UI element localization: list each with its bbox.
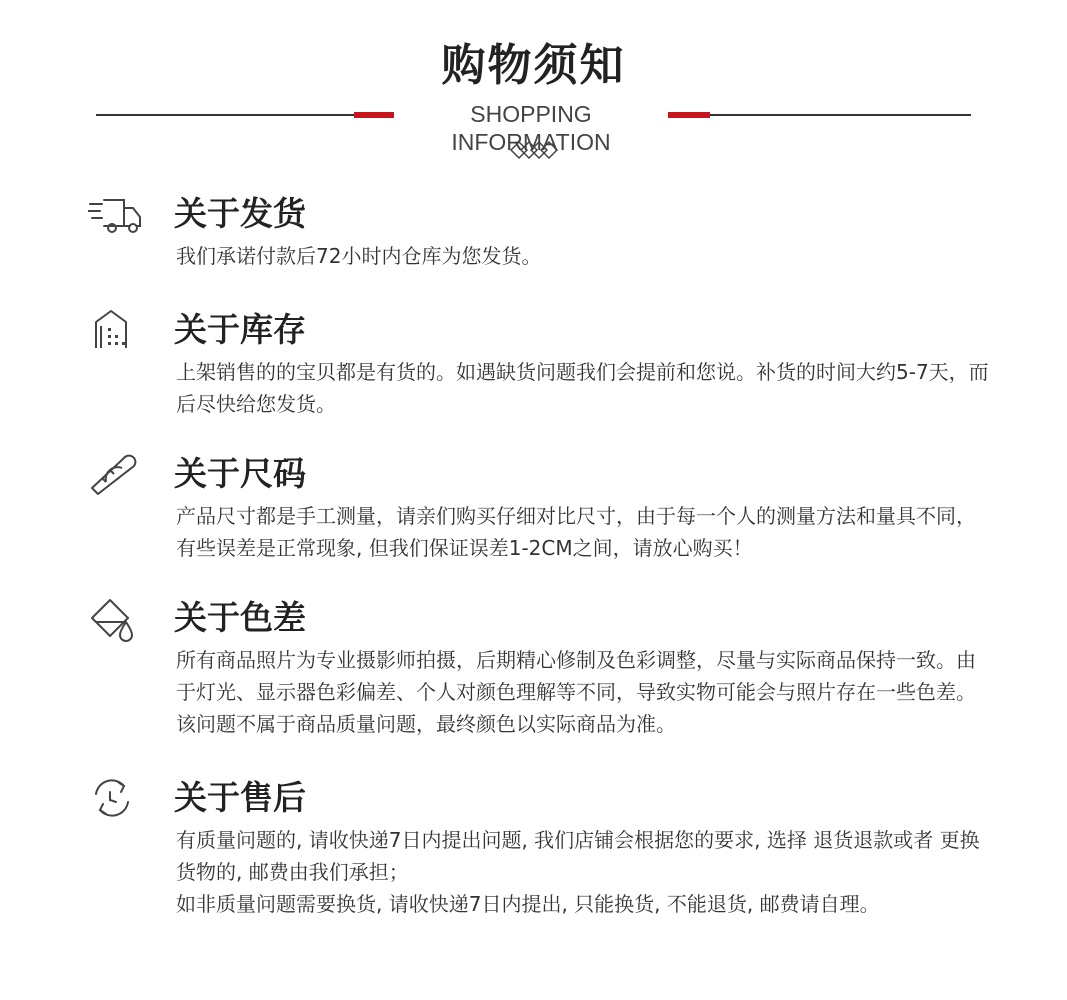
section-size bbox=[0, 452, 1067, 572]
section-color bbox=[0, 596, 1067, 756]
section-stock bbox=[0, 308, 1067, 428]
title-rule-right bbox=[710, 114, 971, 116]
section-title-stock: 关于库存 bbox=[174, 310, 306, 349]
paragraph: 我们承诺付款后72小时内仓库为您发货。 bbox=[176, 244, 542, 268]
paragraph: 产品尺寸都是手工测量，请亲们购买仔细对比尺寸，由于每一个人的测量方法和量具不同，有些误差是正常现象, 但我们保证误差1-2CM之间，请放心购买！ bbox=[176, 504, 976, 560]
refresh-cycle-icon bbox=[88, 776, 146, 822]
section-body-color bbox=[176, 644, 991, 740]
section-body-size bbox=[176, 500, 991, 564]
paragraph: 所有商品照片为专业摄影师拍摄，后期精心修制及色彩调整，尽量与实际商品保持一致。由于灯光、显示器色彩偏差、个人对颜色理解等不同，导致实物可能会与照片存在一些色差。该问题不属于商品质量问题，最终颜色以实际商品为准。 bbox=[176, 648, 976, 736]
paragraph: 如非质量问题需要换货, 请收快递7日内提出, 只能换货, 不能退货, 邮费请自理。 bbox=[176, 892, 880, 916]
section-title-after-sales: 关于售后 bbox=[174, 778, 306, 817]
paragraph: 有质量问题的, 请收快递7日内提出问题, 我们店铺会根据您的要求, 选择 退货退款或者 更换货物的, 邮费由我们承担； bbox=[176, 828, 980, 884]
paragraph: 上架销售的的宝贝都是有货的。如遇缺货问题我们会提前和您说。补货的时间大约5-7天，而后尽快给您发货。 bbox=[176, 360, 989, 416]
section-body-after-sales bbox=[176, 824, 991, 920]
delivery-truck-icon bbox=[88, 192, 146, 238]
section-body-shipping bbox=[176, 240, 991, 272]
section-title-color: 关于色差 bbox=[174, 598, 306, 637]
diamond-ornament-icon bbox=[509, 139, 559, 161]
section-body-stock bbox=[176, 356, 991, 420]
color-drop-icon bbox=[88, 596, 146, 642]
page-title: 购物须知 bbox=[441, 40, 626, 91]
accent-bar-right bbox=[668, 112, 710, 118]
section-title-size: 关于尺码 bbox=[174, 454, 306, 493]
ruler-protractor-icon bbox=[88, 452, 146, 498]
page-subtitle: SHOPPING INFORMATION bbox=[451, 101, 611, 155]
warehouse-icon bbox=[88, 308, 146, 354]
accent-bar-left bbox=[354, 112, 394, 118]
title-rule-left bbox=[96, 114, 354, 116]
section-title-shipping: 关于发货 bbox=[174, 194, 306, 233]
section-after-sales bbox=[0, 776, 1067, 936]
section-shipping bbox=[0, 192, 1067, 282]
